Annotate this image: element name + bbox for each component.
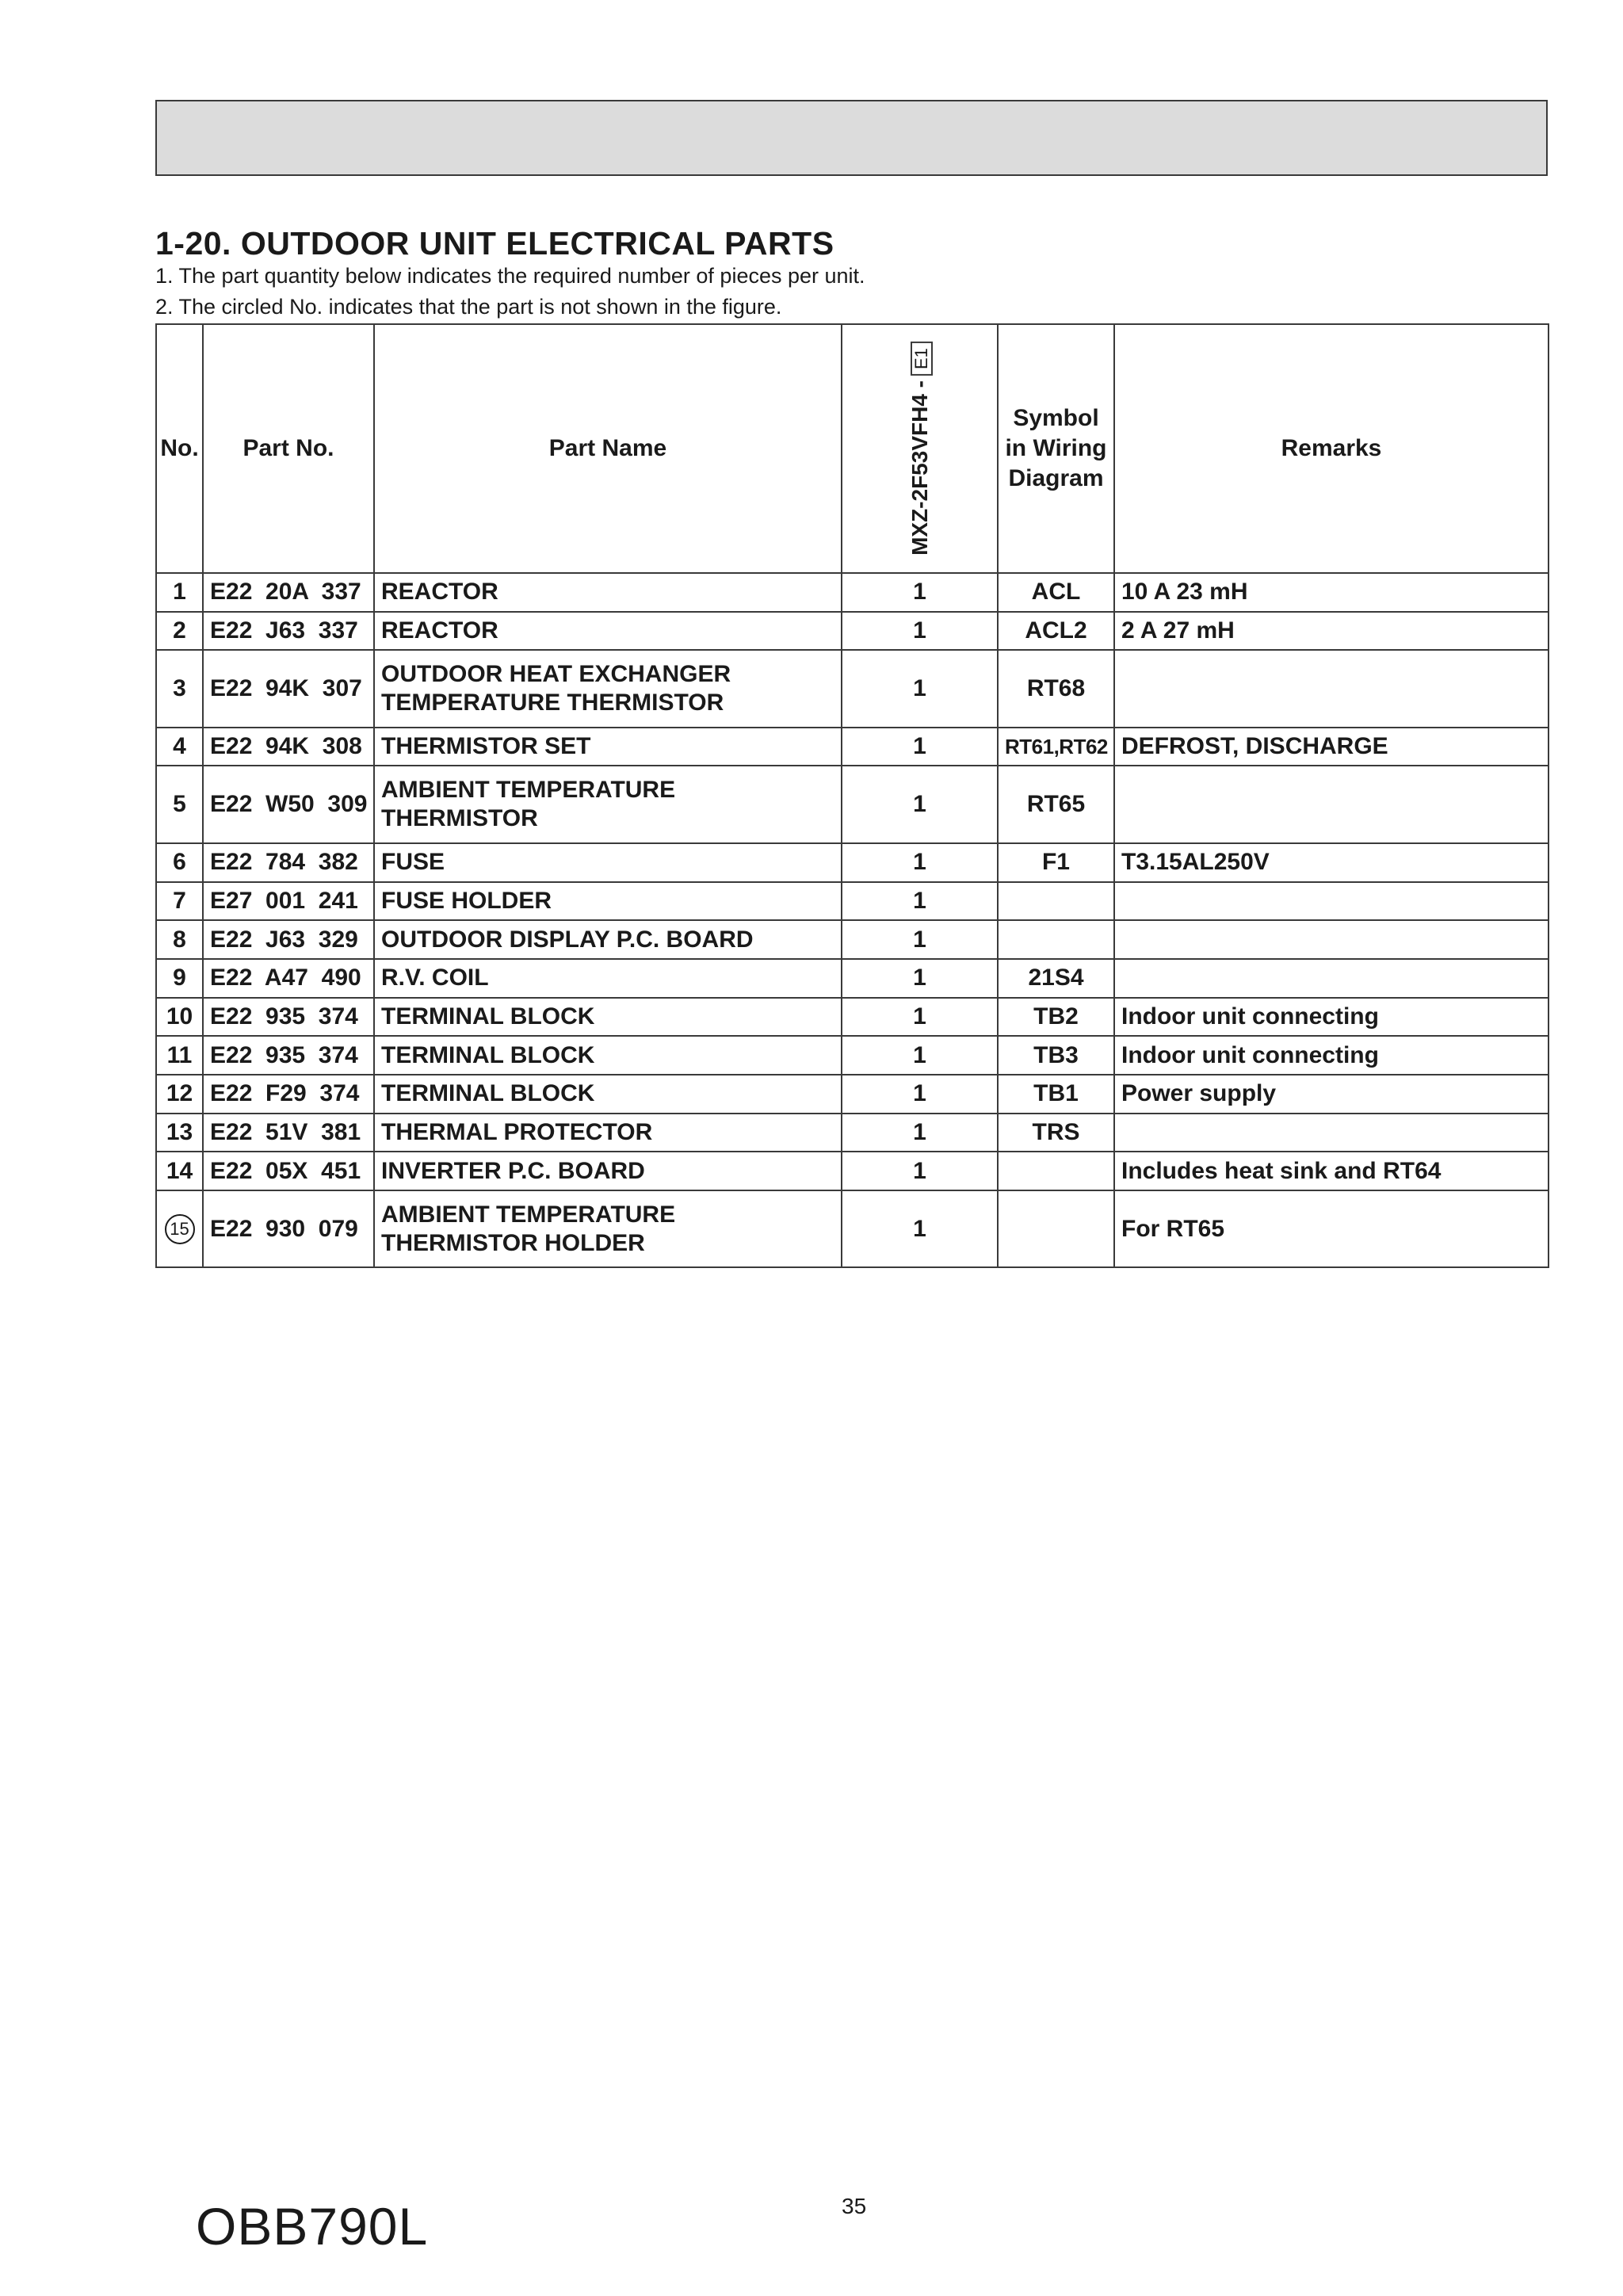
row-symbol: RT68 xyxy=(998,650,1114,727)
part-name-line1: FUSE HOLDER xyxy=(381,887,552,914)
row-remarks xyxy=(1114,882,1549,921)
row-part-no: E22 J63 329 xyxy=(203,920,374,959)
row-no: 4 xyxy=(156,728,203,766)
row-quantity: 1 xyxy=(842,920,998,959)
row-remarks xyxy=(1114,959,1549,998)
header-part-name: Part Name xyxy=(374,324,842,573)
row-symbol: 21S4 xyxy=(998,959,1114,998)
row-symbol: F1 xyxy=(998,843,1114,882)
row-part-no: E22 94K 307 xyxy=(203,650,374,727)
parts-table xyxy=(155,323,1549,1268)
row-part-no: E22 94K 308 xyxy=(203,728,374,766)
row-part-no: E22 784 382 xyxy=(203,843,374,882)
part-name-line1: REACTOR xyxy=(381,617,498,644)
row-no: 9 xyxy=(156,959,203,998)
row-symbol: TRS xyxy=(998,1114,1114,1152)
table-row xyxy=(156,882,1549,921)
circled-number: 15 xyxy=(165,1214,195,1244)
header-band xyxy=(155,100,1548,176)
row-symbol xyxy=(998,1152,1114,1190)
row-no: 8 xyxy=(156,920,203,959)
row-quantity: 1 xyxy=(842,998,998,1037)
part-name-line1: REACTOR xyxy=(381,579,498,606)
part-name-line2: THERMISTOR xyxy=(381,805,538,832)
part-name-line1: AMBIENT TEMPERATURE xyxy=(381,1201,676,1228)
header-model xyxy=(842,324,998,573)
part-name-line1: FUSE xyxy=(381,849,445,876)
table-row xyxy=(156,1075,1549,1114)
table-row xyxy=(156,1152,1549,1190)
row-no: 1 xyxy=(156,573,203,612)
row-remarks: Indoor unit connecting xyxy=(1114,1036,1549,1075)
row-remarks: DEFROST, DISCHARGE xyxy=(1114,728,1549,766)
model-name: MXZ-2F53VFH4 - xyxy=(907,380,932,556)
table-row xyxy=(156,843,1549,882)
row-remarks xyxy=(1114,766,1549,842)
part-name-line2: THERMISTOR HOLDER xyxy=(381,1229,645,1256)
row-symbol: TB3 xyxy=(998,1036,1114,1075)
row-part-name xyxy=(374,612,842,651)
row-remarks xyxy=(1114,1114,1549,1152)
part-name-line1: TERMINAL BLOCK xyxy=(381,1080,595,1107)
row-part-name xyxy=(374,882,842,921)
row-remarks: 2 A 27 mH xyxy=(1114,612,1549,651)
row-part-no: E22 05X 451 xyxy=(203,1152,374,1190)
part-name-line1: TERMINAL BLOCK xyxy=(381,1003,595,1030)
model-suffix-box: E1 xyxy=(911,342,933,376)
row-quantity: 1 xyxy=(842,728,998,766)
row-remarks: Includes heat sink and RT64 xyxy=(1114,1152,1549,1190)
row-part-no: E22 20A 337 xyxy=(203,573,374,612)
part-name-line1: THERMISTOR SET xyxy=(381,733,591,760)
note-1: 1. The part quantity below indicates the required number of pieces per unit. xyxy=(155,264,865,288)
row-part-name xyxy=(374,920,842,959)
row-quantity: 1 xyxy=(842,1114,998,1152)
header-symbol-line3: Diagram xyxy=(1008,465,1104,491)
row-quantity: 1 xyxy=(842,766,998,842)
row-remarks: For RT65 xyxy=(1114,1190,1549,1267)
header-symbol xyxy=(998,324,1114,573)
table-row xyxy=(156,766,1549,842)
row-no: 11 xyxy=(156,1036,203,1075)
header-no: No. xyxy=(156,324,203,573)
part-name-line1: R.V. COIL xyxy=(381,965,489,991)
row-no xyxy=(156,1190,203,1267)
row-remarks: 10 A 23 mH xyxy=(1114,573,1549,612)
row-symbol xyxy=(998,1190,1114,1267)
row-no: 12 xyxy=(156,1075,203,1114)
table-row xyxy=(156,650,1549,727)
row-quantity: 1 xyxy=(842,1152,998,1190)
row-no: 3 xyxy=(156,650,203,727)
row-symbol: RT65 xyxy=(998,766,1114,842)
row-symbol xyxy=(998,882,1114,921)
row-no: 10 xyxy=(156,998,203,1037)
row-part-no: E22 935 374 xyxy=(203,998,374,1037)
row-symbol: TB1 xyxy=(998,1075,1114,1114)
row-no: 14 xyxy=(156,1152,203,1190)
row-part-name xyxy=(374,573,842,612)
part-name-line2: TEMPERATURE THERMISTOR xyxy=(381,690,724,716)
row-symbol xyxy=(998,920,1114,959)
part-name-line1: AMBIENT TEMPERATURE xyxy=(381,777,676,804)
row-symbol: TB2 xyxy=(998,998,1114,1037)
page-number: 35 xyxy=(842,2194,867,2218)
table-row xyxy=(156,998,1549,1037)
row-symbol: ACL xyxy=(998,573,1114,612)
header-remarks: Remarks xyxy=(1114,324,1549,573)
part-name-line1: OUTDOOR DISPLAY P.C. BOARD xyxy=(381,926,754,953)
header-symbol-line2: in Wiring xyxy=(1005,435,1107,461)
header-part-no: Part No. xyxy=(203,324,374,573)
row-part-name xyxy=(374,728,842,766)
row-remarks xyxy=(1114,920,1549,959)
note-2: 2. The circled No. indicates that the part is not shown in the figure. xyxy=(155,295,782,319)
row-part-name xyxy=(374,766,842,842)
section-title: 1-20. OUTDOOR UNIT ELECTRICAL PARTS xyxy=(155,225,834,262)
row-remarks xyxy=(1114,650,1549,727)
part-name-line1: OUTDOOR HEAT EXCHANGER xyxy=(381,661,731,688)
row-part-name xyxy=(374,1190,842,1267)
header-symbol-line1: Symbol xyxy=(1013,405,1099,431)
row-quantity: 1 xyxy=(842,843,998,882)
row-remarks: Power supply xyxy=(1114,1075,1549,1114)
row-part-no: E22 J63 337 xyxy=(203,612,374,651)
row-part-no: E22 935 374 xyxy=(203,1036,374,1075)
document-code: OBB790L xyxy=(196,2197,429,2256)
row-part-name xyxy=(374,998,842,1037)
row-part-no: E22 W50 309 xyxy=(203,766,374,842)
row-part-name xyxy=(374,959,842,998)
row-quantity: 1 xyxy=(842,1190,998,1267)
row-remarks: Indoor unit connecting xyxy=(1114,998,1549,1037)
row-part-name xyxy=(374,650,842,727)
row-part-name xyxy=(374,1152,842,1190)
row-part-name xyxy=(374,1036,842,1075)
row-part-name xyxy=(374,1075,842,1114)
row-no: 5 xyxy=(156,766,203,842)
row-part-name xyxy=(374,1114,842,1152)
row-quantity: 1 xyxy=(842,573,998,612)
row-quantity: 1 xyxy=(842,612,998,651)
row-symbol: RT61,RT62 xyxy=(998,728,1114,766)
table-row xyxy=(156,959,1549,998)
row-quantity: 1 xyxy=(842,959,998,998)
table-row xyxy=(156,920,1549,959)
table-row xyxy=(156,612,1549,651)
table-row xyxy=(156,573,1549,612)
row-quantity: 1 xyxy=(842,1075,998,1114)
table-row xyxy=(156,728,1549,766)
row-part-no: E22 51V 381 xyxy=(203,1114,374,1152)
row-quantity: 1 xyxy=(842,882,998,921)
row-remarks: T3.15AL250V xyxy=(1114,843,1549,882)
part-name-line1: INVERTER P.C. BOARD xyxy=(381,1157,645,1184)
table-row xyxy=(156,1036,1549,1075)
row-no: 7 xyxy=(156,882,203,921)
row-no: 6 xyxy=(156,843,203,882)
row-symbol: ACL2 xyxy=(998,612,1114,651)
row-quantity: 1 xyxy=(842,1036,998,1075)
part-name-line1: THERMAL PROTECTOR xyxy=(381,1119,653,1145)
table-row xyxy=(156,1114,1549,1152)
row-part-no: E22 A47 490 xyxy=(203,959,374,998)
row-part-name xyxy=(374,843,842,882)
row-part-no: E22 930 079 xyxy=(203,1190,374,1267)
part-name-line1: TERMINAL BLOCK xyxy=(381,1041,595,1068)
row-part-no: E27 001 241 xyxy=(203,882,374,921)
table-row xyxy=(156,1190,1549,1267)
row-no: 2 xyxy=(156,612,203,651)
row-quantity: 1 xyxy=(842,650,998,727)
row-no: 13 xyxy=(156,1114,203,1152)
table-header-row xyxy=(156,324,1549,573)
row-part-no: E22 F29 374 xyxy=(203,1075,374,1114)
